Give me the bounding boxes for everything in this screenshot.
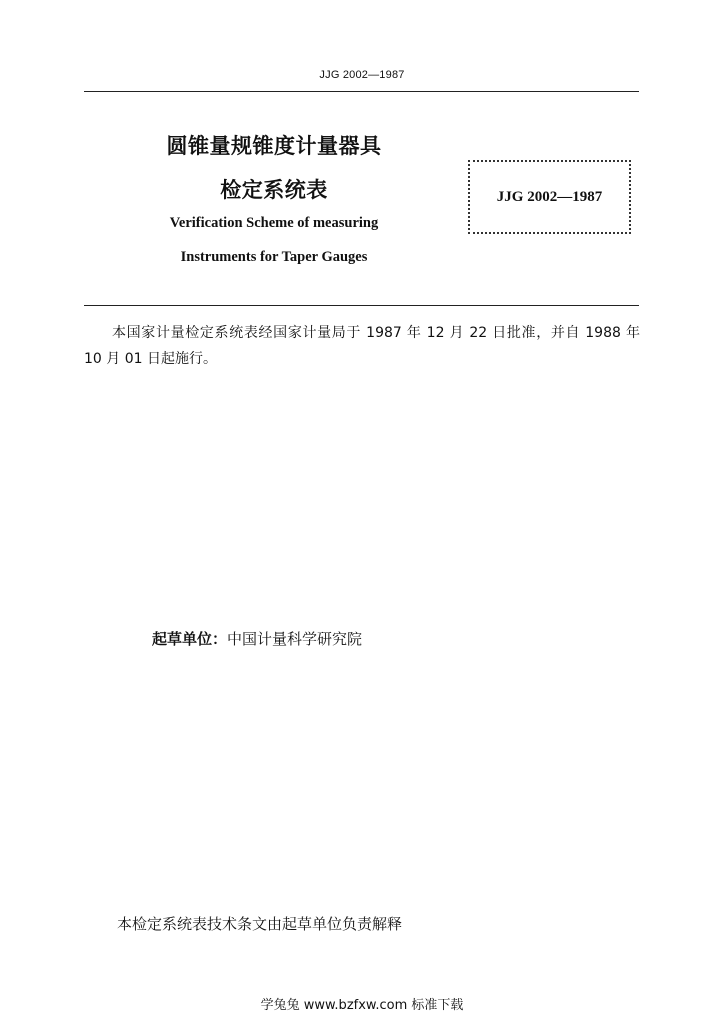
interpretation-note: 本检定系统表技术条文由起草单位负责解释 — [117, 915, 403, 933]
header-standard-code: JJG 2002—1987 — [319, 69, 405, 81]
header-divider — [84, 91, 639, 92]
english-title-line-2: Instruments for Taper Gauges — [180, 249, 368, 265]
drafting-unit — [152, 628, 362, 649]
approval-paragraph: 本国家计量检定系统表经国家计量局于 1987 年 12 月 22 日批准，并自 1988 年 10 月 01 日起施行。 — [84, 325, 640, 367]
footer-watermark: 学兔兔 www.bzfxw.com 标准下载 — [260, 998, 464, 1013]
chinese-title-line-1: 圆锥量规锥度计量器具 — [166, 134, 382, 158]
chinese-title-line-2: 检定系统表 — [220, 178, 328, 202]
english-title-line-1: Verification Scheme of measuring — [169, 215, 379, 231]
standard-code-box — [468, 160, 631, 234]
title-divider — [84, 305, 639, 306]
drafting-unit-value: 中国计量科学研究院 — [227, 630, 363, 648]
drafting-unit-label: 起草单位： — [152, 630, 228, 648]
standard-code-box-text: JJG 2002—1987 — [496, 188, 603, 205]
